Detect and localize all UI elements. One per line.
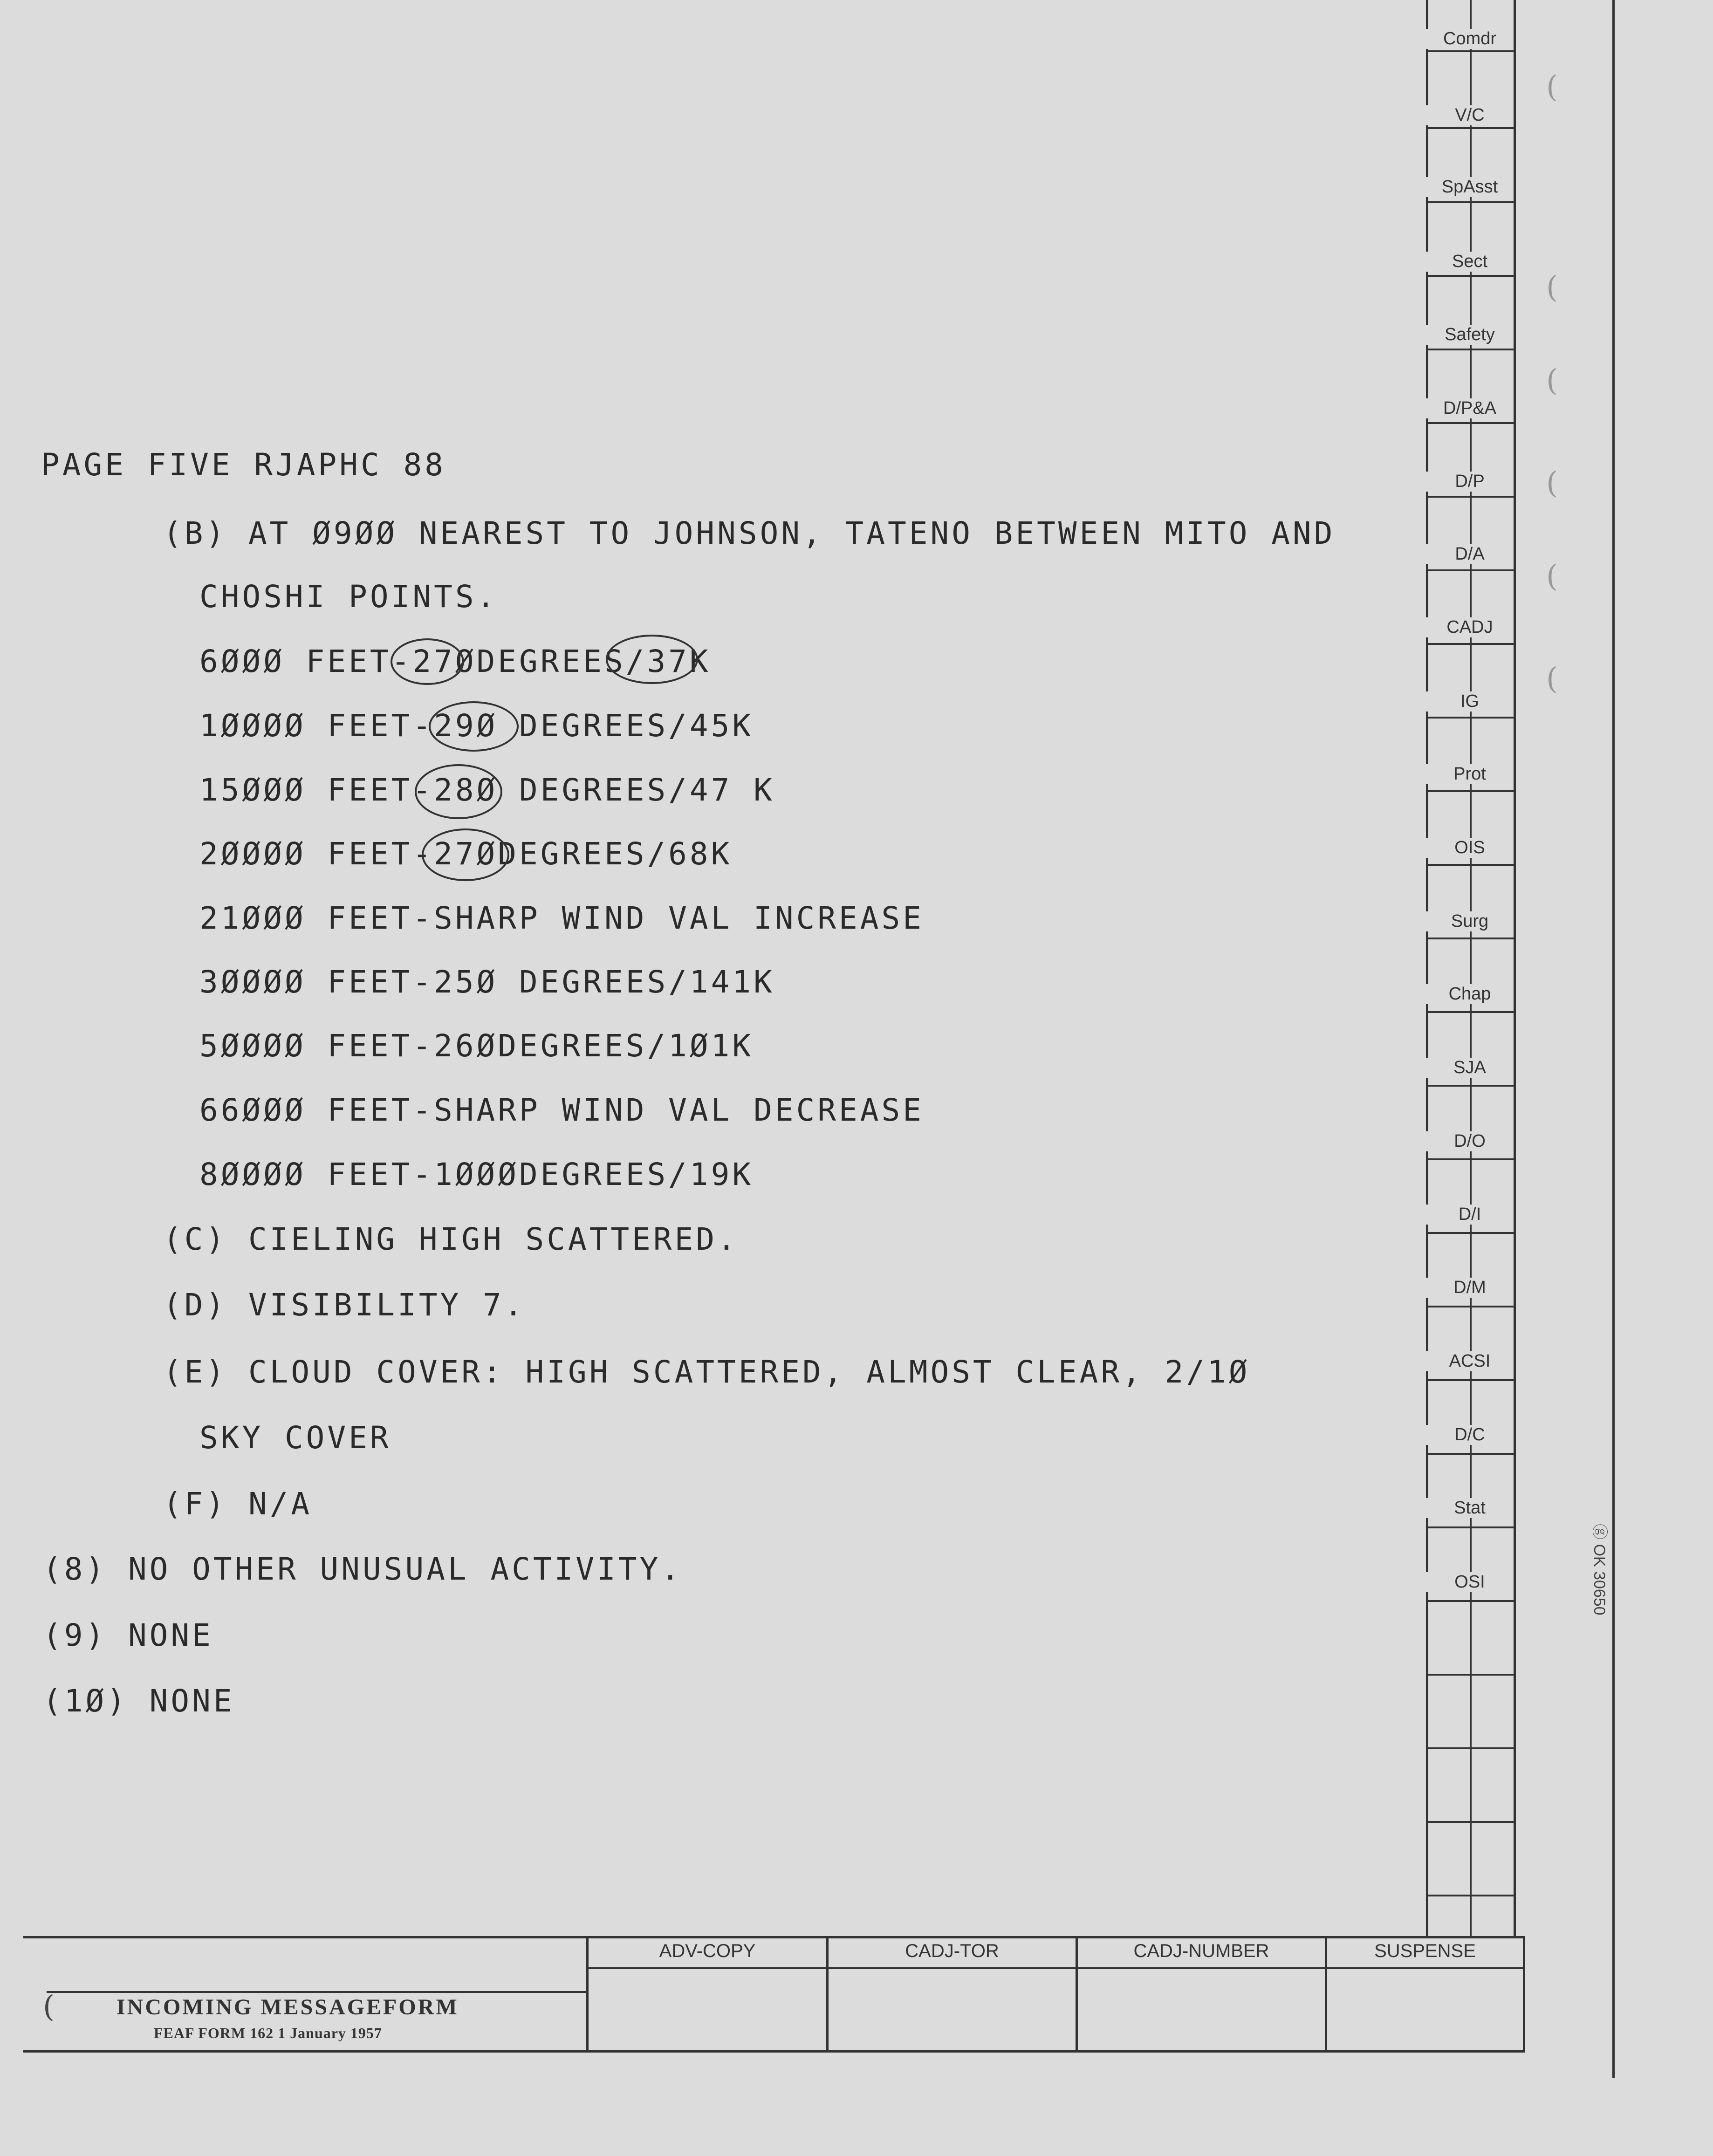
suspense-label: SUSPENSE xyxy=(1374,1941,1476,1961)
line-9: (9) NONE xyxy=(43,1617,213,1653)
routing-label: Comdr xyxy=(1426,29,1514,49)
wind-line: 1ØØØØ FEET-29Ø DEGREES/45K xyxy=(199,708,754,744)
routing-divider xyxy=(1427,201,1514,203)
punch-mark: ( xyxy=(1546,363,1558,398)
routing-divider xyxy=(1427,50,1514,52)
form-title-top-line xyxy=(47,1991,587,1993)
routing-label: ACSI xyxy=(1426,1351,1514,1371)
routing-divider xyxy=(1427,938,1514,939)
form-number: FEAF FORM 162 1 January 1957 xyxy=(154,2025,382,2041)
punch-mark: ( xyxy=(1546,559,1558,594)
punch-mark: ( xyxy=(1546,662,1558,696)
wind-line: 66ØØØ FEET-SHARP WIND VAL DECREASE xyxy=(199,1092,925,1128)
routing-divider xyxy=(1427,1600,1514,1602)
routing-divider xyxy=(1427,1895,1514,1896)
line-c: (C) CIELING HIGH SCATTERED. xyxy=(163,1221,739,1257)
routing-divider xyxy=(1427,1011,1514,1013)
routing-divider xyxy=(1427,1085,1514,1087)
wind-line: 5ØØØØ FEET-26ØDEGREES/1Ø1K xyxy=(199,1028,754,1064)
routing-label: SJA xyxy=(1426,1058,1514,1078)
footer-header-line xyxy=(586,1967,1524,1969)
handwritten-circle xyxy=(422,828,509,881)
routing-label: D/P xyxy=(1426,472,1514,492)
routing-divider xyxy=(1427,1158,1514,1160)
wind-line: 15ØØØ FEET-28Ø DEGREES/47 K xyxy=(199,772,775,808)
page-header: PAGE FIVE RJAPHC 88 xyxy=(41,447,446,483)
routing-label: Chap xyxy=(1426,984,1514,1004)
wind-line: 3ØØØØ FEET-25Ø DEGREES/141K xyxy=(199,964,775,1000)
footer-bottom-line xyxy=(23,2050,1524,2053)
routing-label: IG xyxy=(1426,691,1514,712)
routing-divider xyxy=(1427,569,1514,571)
routing-label: Stat xyxy=(1426,1498,1514,1518)
line-d: (D) VISIBILITY 7. xyxy=(163,1287,526,1323)
punch-mark: ( xyxy=(43,1990,55,2024)
cadj-number-label: CADJ-NUMBER xyxy=(1133,1941,1269,1961)
routing-divider xyxy=(1427,349,1514,350)
routing-divider xyxy=(1427,127,1514,129)
handwritten-circle xyxy=(415,764,502,819)
routing-label: D/P&A xyxy=(1426,398,1514,418)
routing-divider xyxy=(1427,422,1514,424)
side-stamp: ⓖ OK 30650 xyxy=(1590,1524,1608,1615)
routing-label: Sect xyxy=(1426,252,1514,272)
routing-label: D/M xyxy=(1426,1278,1514,1298)
routing-label: V/C xyxy=(1426,105,1514,125)
routing-label: OSI xyxy=(1426,1572,1514,1592)
wind-line: 2ØØØØ FEET-27ØDEGREES/68K xyxy=(199,836,733,872)
routing-column-left-border xyxy=(1426,0,1428,1938)
line-10: (1Ø) NONE xyxy=(43,1683,235,1719)
line-e-cont: SKY COVER xyxy=(199,1420,391,1456)
line-f: (F) N/A xyxy=(163,1486,313,1522)
routing-label: Safety xyxy=(1426,325,1514,345)
form-title: INCOMING MESSAGEFORM xyxy=(116,1995,459,2019)
wind-line: 8ØØØØ FEET-1ØØØDEGREES/19K xyxy=(199,1157,754,1192)
routing-label: D/O xyxy=(1426,1131,1514,1151)
line-b-cont: CHOSHI POINTS. xyxy=(199,579,498,615)
routing-label: D/I xyxy=(1426,1205,1514,1225)
adv-copy-label: ADV-COPY xyxy=(659,1941,756,1961)
cadj-tor-label: CADJ-TOR xyxy=(905,1941,999,1961)
wind-line: 6ØØØ FEET-27ØDEGREES/37K xyxy=(199,643,711,679)
routing-divider xyxy=(1427,1821,1514,1823)
routing-column-center-line xyxy=(1470,0,1472,1938)
routing-divider xyxy=(1427,275,1514,277)
wind-line: 21ØØØ FEET-SHARP WIND VAL INCREASE xyxy=(199,900,925,936)
routing-divider xyxy=(1427,1379,1514,1381)
handwritten-circle xyxy=(391,638,464,685)
routing-divider xyxy=(1427,496,1514,498)
punch-mark: ( xyxy=(1546,466,1558,500)
routing-label: Surg xyxy=(1426,911,1514,931)
punch-mark: ( xyxy=(1546,70,1558,104)
routing-label: Prot xyxy=(1426,764,1514,784)
handwritten-circle xyxy=(606,635,698,684)
line-b: (B) AT Ø9ØØ NEAREST TO JOHNSON, TATENO BETWEEN MITO AND xyxy=(163,515,1336,551)
routing-label: D/C xyxy=(1426,1425,1514,1445)
routing-column-right-border xyxy=(1514,0,1516,1938)
page-right-border xyxy=(1612,0,1615,2078)
routing-divider xyxy=(1427,864,1514,866)
routing-label: SpAsst xyxy=(1426,177,1514,197)
routing-divider xyxy=(1427,1453,1514,1455)
footer-top-line xyxy=(23,1936,1524,1938)
routing-label: CADJ xyxy=(1426,617,1514,637)
footer-right-border xyxy=(1523,1936,1525,2053)
punch-mark: ( xyxy=(1546,270,1558,305)
routing-label: D/A xyxy=(1426,544,1514,564)
routing-divider xyxy=(1427,1306,1514,1307)
line-8: (8) NO OTHER UNUSUAL ACTIVITY. xyxy=(43,1551,683,1587)
routing-divider xyxy=(1427,790,1514,792)
routing-label: OIS xyxy=(1426,838,1514,858)
routing-divider xyxy=(1427,1747,1514,1749)
routing-divider xyxy=(1427,1232,1514,1234)
routing-divider xyxy=(1427,1674,1514,1676)
line-e: (E) CLOUD COVER: HIGH SCATTERED, ALMOST CLEAR, 2/1Ø xyxy=(163,1354,1250,1390)
routing-divider xyxy=(1427,643,1514,645)
handwritten-circle xyxy=(429,701,519,752)
routing-divider xyxy=(1427,717,1514,719)
routing-divider xyxy=(1427,1526,1514,1528)
